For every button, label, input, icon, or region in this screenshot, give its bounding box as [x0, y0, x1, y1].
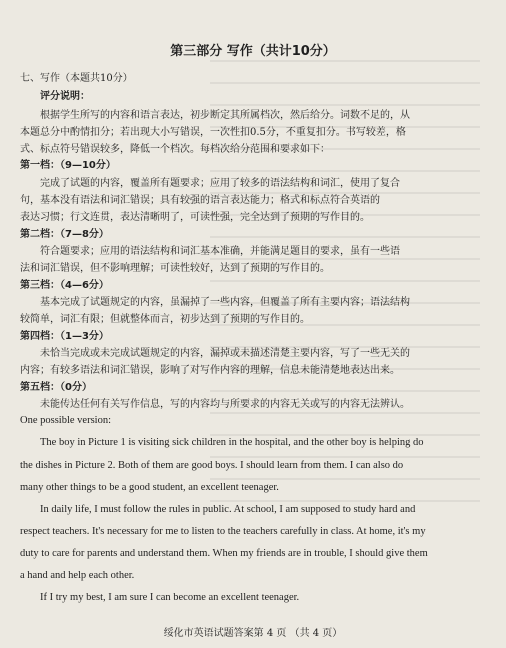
level-label: 第三档：（4—6分）: [20, 280, 109, 291]
level-text: 表达习惯；行文连贯，表达清晰明了，可读性强，完全达到了预期的写作目的。: [20, 212, 370, 223]
level-label: 第一档：（9—10分）: [20, 160, 116, 171]
sample-line: the dishes in Picture 2. Both of them are good boys. I should learn from them. I can also do: [20, 460, 404, 471]
level-text: 内容；有较多语法和词汇错误，影响了对写作内容的理解，信息未能清楚地表达出来。: [20, 365, 400, 376]
section-heading: 七、写作（本题共10分）: [20, 73, 133, 84]
level-label: 第五档：（0分）: [20, 382, 92, 393]
sample-line: many other things to be a good student, an excellent teenager.: [20, 482, 279, 493]
sample-line: duty to care for parents and understand them. When my friends are in trouble, I should give them: [20, 548, 428, 559]
level-text: 完成了试题的内容，覆盖所有题要求；应用了较多的语法结构和词汇，使用了复合: [40, 178, 400, 189]
guide-line: 式、标点符号错误较多，降低一个档次。每档次给分范围和要求如下：: [20, 144, 330, 155]
sample-line: In daily life, I must follow the rules in public. At school, I am supposed to study hard and: [40, 504, 416, 515]
level-label: 第二档：（7—8分）: [20, 229, 109, 240]
guide-line: 本题总分中酌情扣分；若出现大小写错误，一次性扣0.5分，不重复扣分。书写较差，格: [20, 127, 406, 138]
sample-line: The boy in Picture 1 is visiting sick children in the hospital, and the other boy is helping do: [40, 437, 424, 448]
level-text: 符合题要求；应用的语法结构和词汇基本准确，并能满足题目的要求，虽有一些语: [40, 246, 400, 257]
page-footer: 绥化市英语试题答案第 4 页 （共 4 页）: [163, 628, 343, 639]
level-text: 基本完成了试题规定的内容，虽漏掉了一些内容，但覆盖了所有主要内容；语法结构: [40, 297, 410, 308]
level-text: 法和词汇错误，但不影响理解；可读性较好，达到了预期的写作目的。: [20, 263, 330, 274]
sample-heading: One possible version:: [20, 415, 111, 426]
level-text: 较简单，词汇有限；但就整体而言，初步达到了预期的写作目的。: [20, 314, 310, 325]
sample-line: a hand and help each other.: [20, 570, 135, 581]
level-text: 句，基本没有语法和词汇错误；具有较强的语言表达能力；格式和标点符合英语的: [20, 195, 380, 206]
sample-line: respect teachers. It's necessary for me to listen to the teachers carefully in class. At home, it's my: [20, 526, 426, 537]
level-text: 未能传达任何有关写作信息，写的内容均与所要求的内容无关或写的内容无法辨认。: [40, 399, 410, 410]
level-label: 第四档：（1—3分）: [20, 331, 109, 342]
sample-line: If I try my best, I am sure I can become an excellent teenager.: [40, 592, 300, 603]
guide-heading: 评分说明：: [40, 91, 90, 102]
guide-line: 根据学生所写的内容和语言表达，初步断定其所属档次，然后给分。词数不足的，从: [40, 110, 410, 121]
level-text: 未恰当完成或未完成试题规定的内容，漏掉或未描述清楚主要内容，写了一些无关的: [40, 348, 410, 359]
part-title: 第三部分 写作（共计10分）: [170, 44, 336, 59]
